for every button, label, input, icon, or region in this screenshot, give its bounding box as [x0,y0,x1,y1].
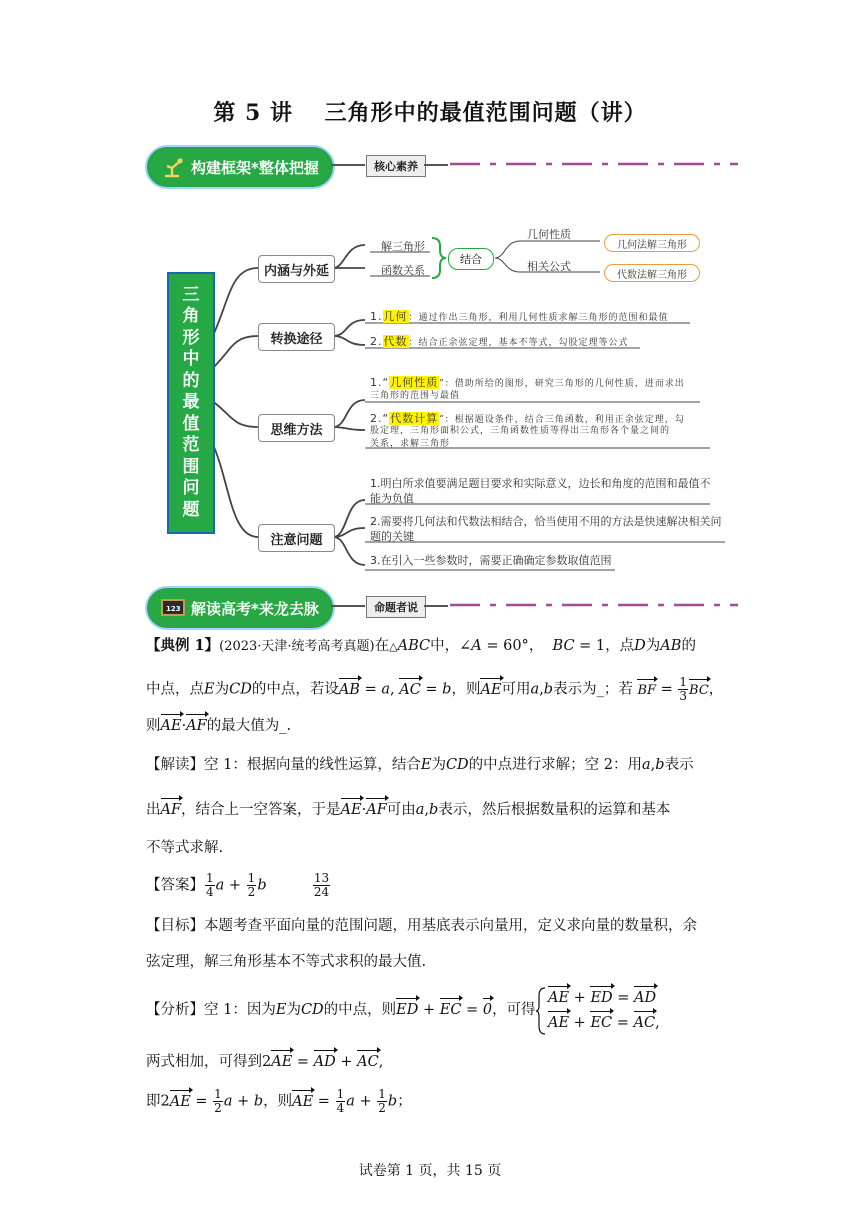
connector-line [424,605,448,607]
mindmap-text: 1.“几何性质”：借助所给的图形，研究三角形的几何性质，进而求出 [370,376,685,389]
jiedu-line-2: 出AF，结合上一空答案，于是AE·AF可由a,b表示，然后根据数量积的运算和基本 [146,802,671,818]
mindmap-leaf-algebra: 代数法解三角形 [604,264,700,282]
mindmap-node-notes: 注意问题 [258,524,335,552]
section-pill-label: 解读高考*来龙去脉 [191,599,319,618]
mindmap-leaf: 函数关系 [381,264,425,277]
connector-line [331,605,365,607]
mindmap-node-scope: 内涵与外延 [258,255,335,283]
mindmap-text: 2.“代数计算”：根据题设条件，结合三角函数，利用正余弦定理，勾 [370,412,685,425]
mindmap-leaf: 几何性质 [527,228,571,241]
mindmap-text: 能为负值 [370,492,414,505]
jiedu-line-3: 不等式求解. [146,840,224,856]
mindmap-text: 关系，求解三角形 [370,439,451,449]
analysis-line-2: 两式相加，可得到2AE = AD + AC, [146,1054,384,1070]
analysis-line-3: 即2AE = $\frac{1}{2}$ a + b，则AE = $\frac{1}{4}$ a + $\frac{1}{2}$ b； [146,1087,412,1115]
mindmap-leaf-geometry: 几何法解三角形 [604,234,700,252]
mindmap-root: 三 角 形 中 的 最 值 范 围 问 题 [167,272,215,534]
mindmap-text: 3.在引入一些参数时，需要正确确定参数取值范围 [370,554,612,567]
analysis-system-eq2: AE + EC = AC, [548,1015,660,1031]
mindmap-text: 1.几何：通过作出三角形，利用几何性质求解三角形的范围和最值 [370,310,669,323]
example-line-3: 则AE·AF的最大值为_. [146,718,292,734]
section-tag: 核心素养 [366,155,426,177]
mindmap-leaf: 相关公式 [527,260,571,273]
mindmap-text: 三角形的范围与最值 [370,391,461,401]
mindmap-text: 1.明白所求值要满足题目要求和实际意义，边长和角度的范围和最值不 [370,477,711,490]
mindmap-node-method: 思维方法 [258,414,335,442]
target-line-2: 弦定理，解三角形基本不等式求积的最大值. [146,954,427,970]
mindmap-combine: 结合 [448,248,494,270]
page-title: 第 5 讲 三角形中的最值范围问题（讲） [213,100,647,126]
section-pill-exam [145,586,335,630]
example-line-1: 【典例 1】(2023·天津·统考高考真题)在△ABC中，∠A = 60°， BC = 1，点D为AB的 [146,637,696,654]
mindmap-node-conversion: 转换途径 [258,323,335,351]
brace-icon [536,986,546,1036]
analysis-system-eq1: AE + ED = AD [548,990,657,1006]
jiedu-line-1: 【解读】空 1：根据向量的线性运算，结合E为CD的中点进行求解；空 2：用a,b表示 [146,757,694,773]
section-tag: 命题者说 [366,596,426,618]
svg-text:123: 123 [166,605,181,613]
analysis-line-1: 【分析】空 1：因为E为CD的中点，则ED + EC = 0，可得 [146,1002,536,1018]
example-line-2: 中点，点E为CD的中点，若设AB = a, AC = b，则AE可用a,b表示为_；若 BF = $\frac{1}{3}$ BC， [146,675,724,703]
page-footer: 试卷第 1 页，共 15 页 [358,1163,502,1179]
dash-divider [450,601,740,609]
mindmap-connectors [0,0,860,600]
answer-line: 【答案】 $\frac{1}{4}$ a + $\frac{1}{2}$ b $\frac{13}{24}$ [146,871,330,899]
mindmap-text: 题的关键 [370,530,414,543]
mindmap-text: 2.需要将几何法和代数法相结合，恰当使用不用的方法是快速解决相关问 [370,515,722,528]
mindmap-leaf: 解三角形 [381,240,425,253]
mindmap-text: 2.代数：结合正余弦定理，基本不等式，勾股定理等公式 [370,335,629,348]
target-line-1: 【目标】本题考查平面向量的范围问题，用基底表示向量用，定义求向量的数量积，余 [146,918,697,934]
mindmap-text: 股定理，三角形面积公式，三角函数性质等得出三角形各个量之间的 [370,426,671,436]
section-pill-label: 构建框架*整体把握 [191,158,319,177]
chalkboard-icon [161,597,185,619]
